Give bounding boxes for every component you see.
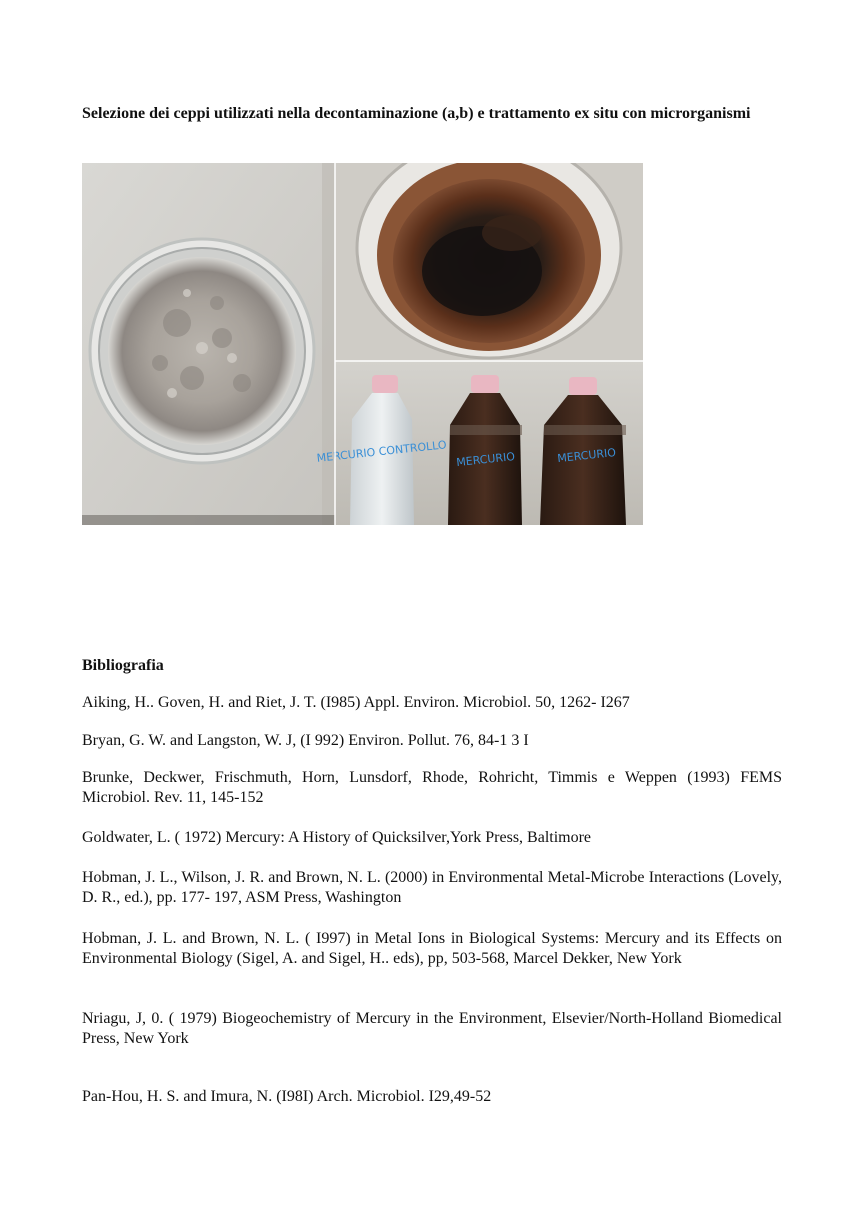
photo-panel-b	[335, 163, 643, 361]
photo-panel-a	[82, 163, 335, 525]
photo-panel-c	[316, 361, 643, 525]
reference-item: Nriagu, J, 0. ( 1979) Biogeochemistry of Mercury in the Environment, Elsevier/North-Holland Biomedical Press, New York	[82, 1010, 782, 1047]
reference-item: Pan-Hou, H. S. and Imura, N. (I98I) Arch. Microbiol. I29,49-52	[82, 1088, 492, 1105]
bottle-label-2: MERCURIO	[455, 449, 516, 470]
bottle-label-1: MERCURIO CONTROLLO	[316, 438, 448, 465]
reference-item: Aiking, H.. Goven, H. and Riet, J. T. (I985) Appl. Environ. Microbiol. 50, 1262- I267	[82, 694, 630, 711]
reference-item: Hobman, J. L. and Brown, N. L. ( I997) in Metal Ions in Biological Systems: Mercury and its Effects on Environmental Biology (Sigel, A. and Sigel, H.. eds), pp, 503-568, Marcel Dekker, New York	[82, 930, 782, 967]
reference-item: Goldwater, L. ( 1972) Mercury: A History of Quicksilver,York Press, Baltimore	[82, 829, 592, 846]
reference-item: Brunke, Deckwer, Frischmuth, Horn, Lunsdorf, Rhode, Rohricht, Timmis e Weppen (1993) FEMS Microbiol. Rev. 11, 145-152	[82, 769, 782, 806]
reference-item: Bryan, G. W. and Langston, W. J, (I 992) Environ. Pollut. 76, 84-1 3 I	[82, 732, 529, 749]
reference-item: Hobman, J. L., Wilson, J. R. and Brown, N. L. (2000) in Environmental Metal-Microbe Interactions (Lovely, D. R., ed.), pp. 177- 197, ASM Press, Washington	[82, 869, 782, 906]
figure-caption: Selezione dei ceppi utilizzati nella decontaminazione (a,b) e trattamento ex situ con microrganismi	[82, 105, 751, 122]
photo-collage	[82, 163, 643, 525]
bottle-label-3: MERCURIO	[556, 445, 617, 466]
bibliography-heading: Bibliografia	[82, 657, 164, 674]
